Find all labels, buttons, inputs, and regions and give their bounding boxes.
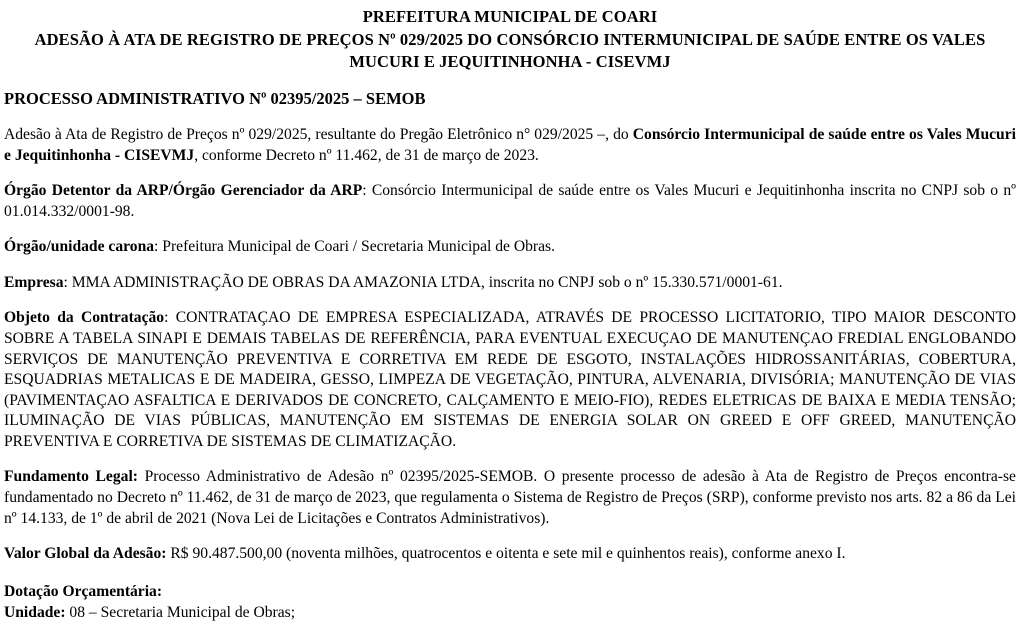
objeto-paragraph xyxy=(4,308,1016,452)
dotacao-unidade-row xyxy=(4,602,1016,623)
objeto-value: : CONTRATAÇAO DE EMPRESA ESPECIALIZADA, ATRAVÉS DE PROCESSO LICITATORIO, TIPO MAIOR DESCONTO SOBRE A TABELA SINAPI E DEMAIS TABELAS DE REFERÊNCIA, PARA EVENTUAL EXECUÇAO DE MANUTENÇAO FREDIAL ENGLOBANDO SERVIÇOS DE MANUTENÇÃO PREVENTIVA E CORRETIVA EM REDE DE ESGOTO, INSTALAÇÕES HIDROSSANITÁRIAS, COBERTURA, ESQUADRIAS METALICAS E DE MADEIRA, GESSO, LIMPEZA DE VEGETAÇÃO, PINTURA, ALVENARIA, DIVISÓRIA; MANUTENÇÃO DE VIAS (PAVIMENTAÇAO ASFALTICA E DERIVADOS DE CONCRETO, CALÇAMENTO E MEIO-FIO), REDES ELETRICAS DE BAIXA E MEDIA TENSÃO; ILUMINAÇÃO DE VIAS PÚBLICAS, MANUTENÇÃO EM SISTEMAS DE ENERGIA SOLAR ON GREED E OFF GREED, MANUTENÇÃO PREVENTIVA E CORRETIVA DE SISTEMAS DE CLIMATIZAÇÃO. xyxy=(4,309,1016,450)
valor-paragraph xyxy=(4,544,1016,565)
valor-value: R$ 90.487.500,00 (noventa milhões, quatrocentos e oitenta e sete mil e quinhentos reais), conforme anexo I. xyxy=(166,545,846,563)
orgao-detentor-paragraph xyxy=(4,181,1016,222)
intro-text-before: Adesão à Ata de Registro de Preços nº 029/2025, resultante do Pregão Eletrônico n° 029/2025 –, do xyxy=(4,125,633,143)
header-subject: ADESÃO À ATA DE REGISTRO DE PREÇOS Nº 029/2025 DO CONSÓRCIO INTERMUNICIPAL DE SAÚDE ENTRE OS VALES MUCURI E JEQUITINHONHA - CISEVMJ xyxy=(34,30,986,71)
empresa-value: : MMA ADMINISTRAÇÃO DE OBRAS DA AMAZONIA LTDA, inscrita no CNPJ sob o nº 15.330.571/0001-61. xyxy=(63,273,783,291)
dotacao-section xyxy=(4,581,1016,623)
fundamento-paragraph xyxy=(4,467,1016,529)
valor-label: Valor Global da Adesão: xyxy=(4,545,167,563)
dotacao-unidade-label: Unidade: xyxy=(4,603,66,621)
intro-text-after: , conforme Decreto nº 11.462, de 31 de março de 2023. xyxy=(194,146,539,164)
orgao-carona-paragraph xyxy=(4,237,1016,258)
process-title: PROCESSO ADMINISTRATIVO Nº 02395/2025 – SEMOB xyxy=(4,89,426,109)
fundamento-value: Processo Administrativo de Adesão nº 02395/2025-SEMOB. O presente processo de adesão à Ata de Registro de Preços encontra-se fundamentado no Decreto nº 11.462, de 31 de março de 2023, que regulamenta o Sistema de Registro de Preços (SRP), conforme previsto nos arts. 82 a 86 da Lei nº 14.133, de 1º de abril de 2021 (Nova Lei de Licitações e Contratos Administrativos). xyxy=(4,468,1016,527)
document-header xyxy=(4,6,1016,72)
orgao-detentor-label: Órgão Detentor da ARP/Órgão Gerenciador da ARP xyxy=(4,182,363,200)
objeto-label: Objeto da Contratação xyxy=(4,309,165,327)
orgao-carona-label: Órgão/unidade carona xyxy=(4,238,155,256)
orgao-detentor-value: : Consórcio Intermunicipal de saúde entre os Vales Mucuri e Jequitinhonha inscrita no CNPJ sob o nº 01.014.332/0001-98. xyxy=(4,182,1016,220)
intro-paragraph xyxy=(4,125,1016,166)
dotacao-unidade-value: 08 – Secretaria Municipal de Obras; xyxy=(65,603,296,621)
header-municipality: PREFEITURA MUNICIPAL DE COARI xyxy=(362,7,658,26)
orgao-carona-value: : Prefeitura Municipal de Coari / Secretaria Municipal de Obras. xyxy=(154,238,556,256)
fundamento-label: Fundamento Legal: xyxy=(4,468,138,486)
dotacao-title: Dotação Orçamentária: xyxy=(4,582,163,600)
intro-consortium-name: Consórcio Intermunicipal de saúde entre os Vales Mucuri e Jequitinhonha - CISEVMJ xyxy=(4,125,1016,164)
empresa-label: Empresa xyxy=(4,273,64,291)
empresa-paragraph xyxy=(4,273,1016,294)
